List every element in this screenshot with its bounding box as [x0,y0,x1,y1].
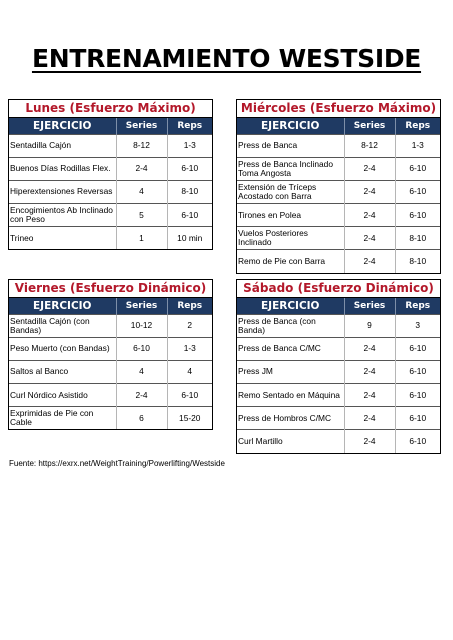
header-exercise: EJERCICIO [237,298,344,315]
exercise-cell: Buenos Días Rodillas Flex. [9,158,116,181]
series-cell: 5 [116,204,167,227]
exercise-cell: Press de Banca (con Banda) [237,315,344,338]
table-row [237,181,440,204]
table-row [237,250,440,273]
series-cell: 2-4 [116,384,167,407]
exercise-cell: Tirones en Polea [237,204,344,227]
exercise-cell: Remo Sentado en Máquina [237,384,344,407]
table-row [237,227,440,250]
header-series: Series [344,118,395,135]
reps-cell: 6-10 [167,384,212,407]
reps-cell: 3 [395,315,440,338]
reps-cell: 6-10 [395,204,440,227]
series-cell: 2-4 [344,430,395,453]
table-row [9,158,212,181]
table-row [9,338,212,361]
header-reps: Reps [395,118,440,135]
exercise-cell: Curl Nórdico Asistido [9,384,116,407]
exercise-cell: Remo de Pie con Barra [237,250,344,273]
exercise-cell: Peso Muerto (con Bandas) [9,338,116,361]
exercise-cell: Press de Banca [237,135,344,158]
exercise-cell: Hiperextensiones Reversas [9,181,116,204]
table-row [9,361,212,384]
reps-cell: 6-10 [395,384,440,407]
table-row [237,204,440,227]
reps-cell: 1-3 [167,338,212,361]
series-cell: 2-4 [344,407,395,430]
table-row [9,384,212,407]
friday-block [8,279,213,430]
exercise-cell: Vuelos Posteriores Inclinado [237,227,344,250]
reps-cell: 1-3 [395,135,440,158]
reps-cell: 6-10 [395,181,440,204]
reps-cell: 8-10 [395,227,440,250]
table-row [237,158,440,181]
day-title: Sábado (Esfuerzo Dinámico) [237,280,440,298]
day-title: Miércoles (Esfuerzo Máximo) [237,100,440,118]
table-row [237,338,440,361]
exercise-cell: Press JM [237,361,344,384]
table-row [237,135,440,158]
exercise-table [237,118,440,273]
page-title: ENTRENAMIENTO WESTSIDE [31,44,422,73]
header-exercise: EJERCICIO [9,298,116,315]
exercise-cell: Press de Hombros C/MC [237,407,344,430]
table-row [237,407,440,430]
table-row [237,384,440,407]
exercise-cell: Sentadilla Cajón (con Bandas) [9,315,116,338]
exercise-table [9,118,212,249]
series-cell: 9 [344,315,395,338]
header-exercise: EJERCICIO [237,118,344,135]
day-title: Viernes (Esfuerzo Dinámico) [9,280,212,298]
header-series: Series [344,298,395,315]
header-row [237,298,440,315]
series-cell: 2-4 [116,158,167,181]
table-row [9,181,212,204]
reps-cell: 8-10 [167,181,212,204]
series-cell: 6-10 [116,338,167,361]
table-row [237,361,440,384]
series-cell: 2-4 [344,204,395,227]
exercise-cell: Trineo [9,227,116,250]
table-row [9,227,212,250]
reps-cell: 6-10 [395,338,440,361]
reps-cell: 6-10 [167,158,212,181]
reps-cell: 8-10 [395,250,440,273]
exercise-cell: Encogimientos Ab Inclinado con Peso [9,204,116,227]
header-series: Series [116,298,167,315]
reps-cell: 6-10 [395,361,440,384]
exercise-cell: Extensión de Tríceps Acostado con Barra [237,181,344,204]
reps-cell: 1-3 [167,135,212,158]
reps-cell: 10 min [167,227,212,250]
day-title: Lunes (Esfuerzo Máximo) [9,100,212,118]
series-cell: 4 [116,361,167,384]
reps-cell: 4 [167,361,212,384]
reps-cell: 15-20 [167,407,212,430]
series-cell: 2-4 [344,227,395,250]
exercise-cell: Curl Martillo [237,430,344,453]
table-row [9,407,212,430]
exercise-cell: Press de Banca C/MC [237,338,344,361]
table-row [237,315,440,338]
table-row [237,430,440,453]
exercise-table [237,298,440,453]
header-reps: Reps [167,118,212,135]
exercise-cell: Press de Banca Inclinado Toma Angosta [237,158,344,181]
header-reps: Reps [395,298,440,315]
exercise-cell: Saltos al Banco [9,361,116,384]
saturday-block [236,279,441,454]
reps-cell: 2 [167,315,212,338]
series-cell: 1 [116,227,167,250]
series-cell: 2-4 [344,384,395,407]
series-cell: 4 [116,181,167,204]
series-cell: 2-4 [344,181,395,204]
series-cell: 8-12 [344,135,395,158]
series-cell: 2-4 [344,361,395,384]
header-row [9,298,212,315]
header-reps: Reps [167,298,212,315]
series-cell: 8-12 [116,135,167,158]
reps-cell: 6-10 [395,430,440,453]
table-row [9,204,212,227]
header-row [9,118,212,135]
series-cell: 2-4 [344,338,395,361]
table-row [9,135,212,158]
series-cell: 2-4 [344,158,395,181]
exercise-cell: Exprimidas de Pie con Cable [9,407,116,430]
table-row [9,315,212,338]
exercise-table [9,298,212,429]
header-series: Series [116,118,167,135]
exercise-cell: Sentadilla Cajón [9,135,116,158]
header-row [237,118,440,135]
header-exercise: EJERCICIO [9,118,116,135]
monday-block [8,99,213,250]
reps-cell: 6-10 [395,407,440,430]
series-cell: 6 [116,407,167,430]
series-cell: 10-12 [116,315,167,338]
reps-cell: 6-10 [167,204,212,227]
source-note: Fuente: https://exrx.net/WeightTraining/Powerlifting/Westside [9,459,225,468]
reps-cell: 6-10 [395,158,440,181]
series-cell: 2-4 [344,250,395,273]
wednesday-block [236,99,441,274]
